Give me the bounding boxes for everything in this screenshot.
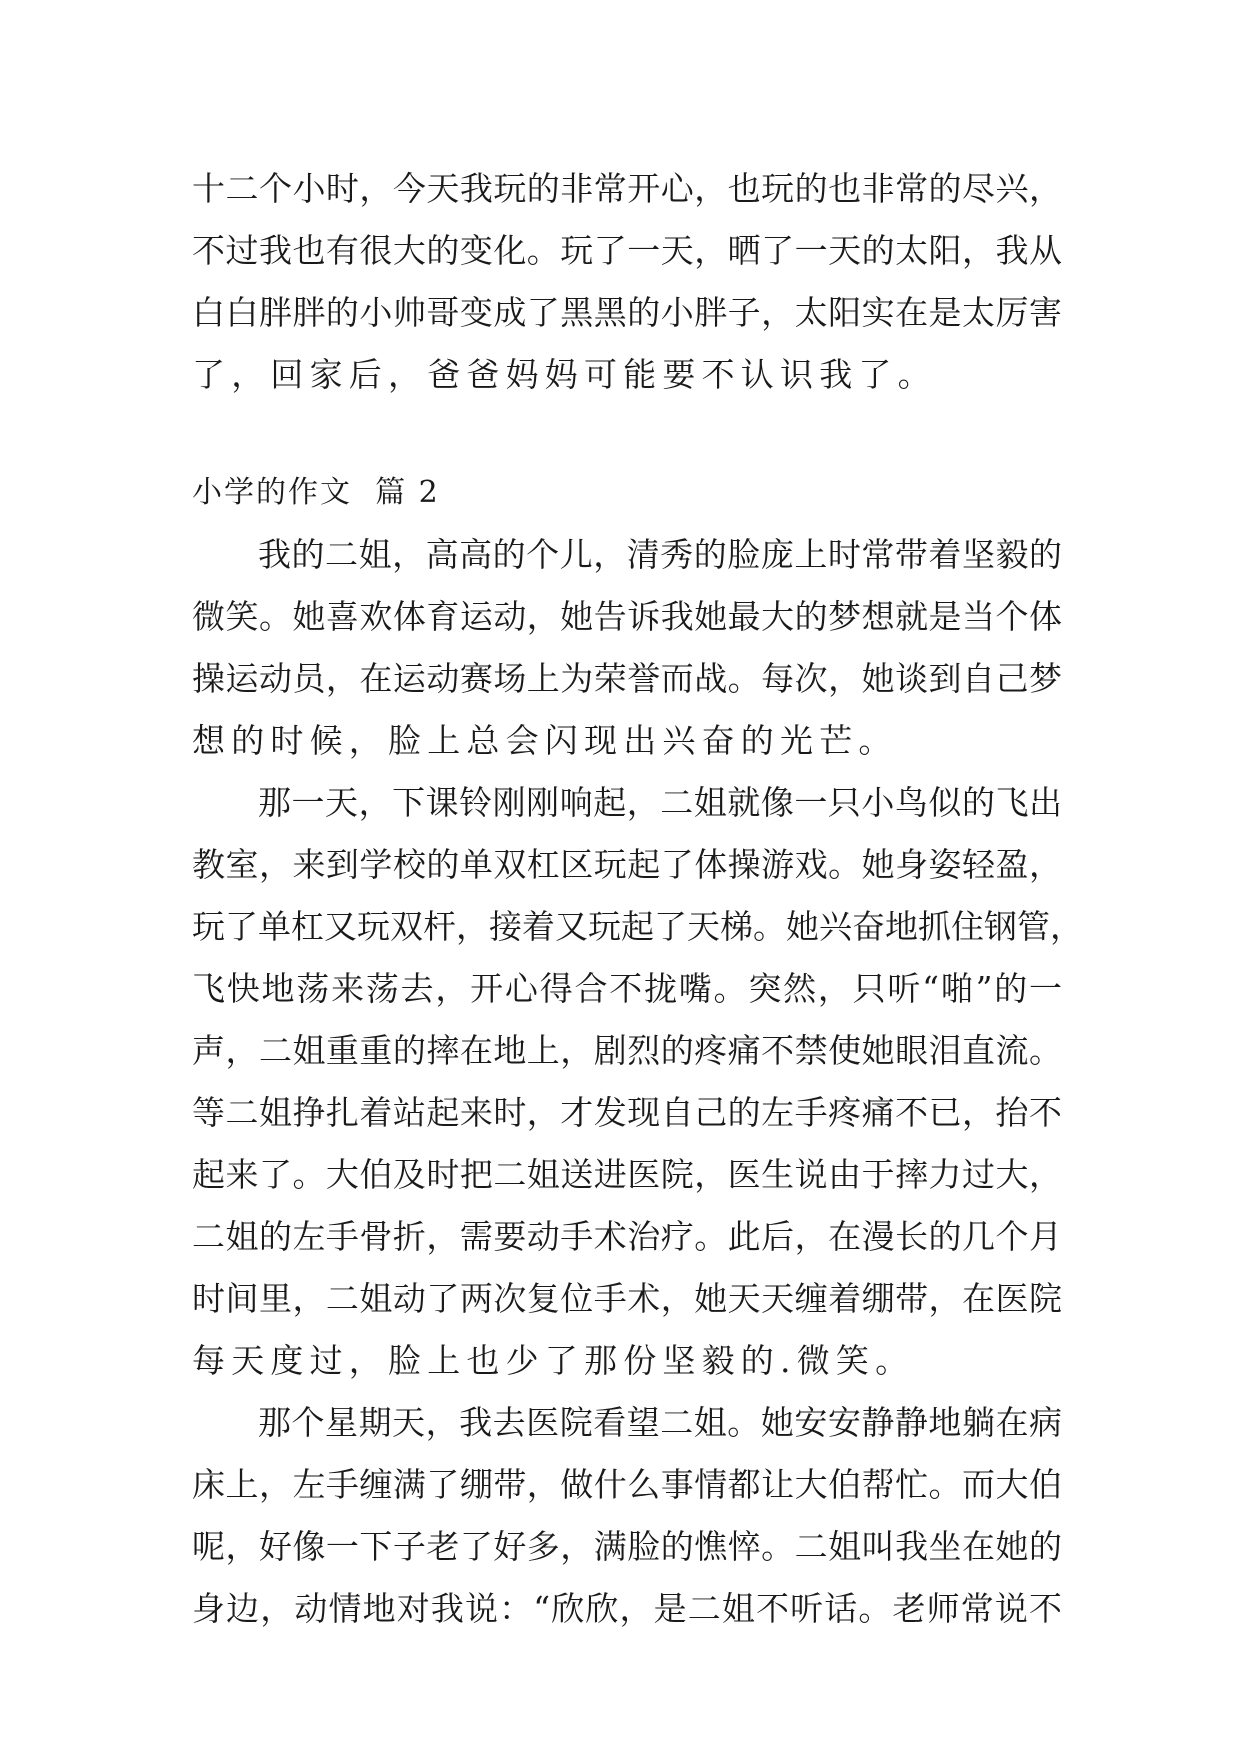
text-line: 呢，好像一下子老了好多，满脸的憔悴。二姐叫我坐在她的	[192, 1527, 1062, 1566]
text-line: 玩了单杠又玩双杆，接着又玩起了天梯。她兴奋地抓住钢管，	[192, 907, 1083, 946]
text-line: 十二个小时，今天我玩的非常开心，也玩的也非常的尽兴，	[192, 169, 1062, 208]
text-line: 等二姐挣扎着站起来时，才发现自己的左手疼痛不已，抬不	[192, 1093, 1062, 1132]
paragraph-3	[192, 1392, 1062, 1640]
text-line: 起来了。大伯及时把二姐送进医院，医生说由于摔力过大，	[192, 1155, 1062, 1194]
text-line: 微笑。她喜欢体育运动，她告诉我她最大的梦想就是当个体	[192, 597, 1062, 636]
text-line: 想的时候，脸上总会闪现出兴奋的光芒。	[192, 721, 898, 760]
document-body	[192, 158, 1083, 1640]
section-heading: 小学的作文 篇 2	[192, 475, 440, 510]
paragraph-2	[192, 772, 1083, 1392]
text-line: 我的二姐，高高的个儿，清秀的脸庞上时常带着坚毅的	[258, 535, 1062, 574]
text-line: 操运动员，在运动赛场上为荣誉而战。每次，她谈到自己梦	[192, 659, 1062, 698]
text-line: 飞快地荡来荡去，开心得合不拢嘴。突然，只听“啪”的一	[192, 969, 1062, 1008]
text-line: 时间里，二姐动了两次复位手术，她天天缠着绷带，在医院	[192, 1279, 1062, 1318]
text-line: 每天度过，脸上也少了那份坚毅的.微笑。	[192, 1341, 915, 1380]
text-line: 教室，来到学校的单双杠区玩起了体操游戏。她身姿轻盈，	[192, 845, 1062, 884]
text-line: 床上，左手缠满了绷带，做什么事情都让大伯帮忙。而大伯	[192, 1465, 1062, 1504]
text-line: 那个星期天，我去医院看望二姐。她安安静静地躺在病	[258, 1403, 1062, 1442]
section-gap	[192, 406, 1062, 462]
text-line: 不过我也有很大的变化。玩了一天，晒了一天的太阳，我从	[192, 231, 1062, 270]
text-line: 了，回家后，爸爸妈妈可能要不认识我了。	[192, 355, 937, 394]
text-line: 身边，动情地对我说：“欣欣，是二姐不听话。老师常说不	[192, 1589, 1062, 1628]
paragraph-1	[192, 524, 1062, 772]
text-line: 二姐的左手骨折，需要动手术治疗。此后，在漫长的几个月	[192, 1217, 1062, 1256]
text-line: 白白胖胖的小帅哥变成了黑黑的小胖子，太阳实在是太厉害	[192, 293, 1062, 332]
text-line: 那一天，下课铃刚刚响起，二姐就像一只小鸟似的飞出	[258, 783, 1062, 822]
text-line: 声，二姐重重的摔在地上，剧烈的疼痛不禁使她眼泪直流。	[192, 1031, 1062, 1070]
paragraph-continuation	[192, 158, 1062, 406]
